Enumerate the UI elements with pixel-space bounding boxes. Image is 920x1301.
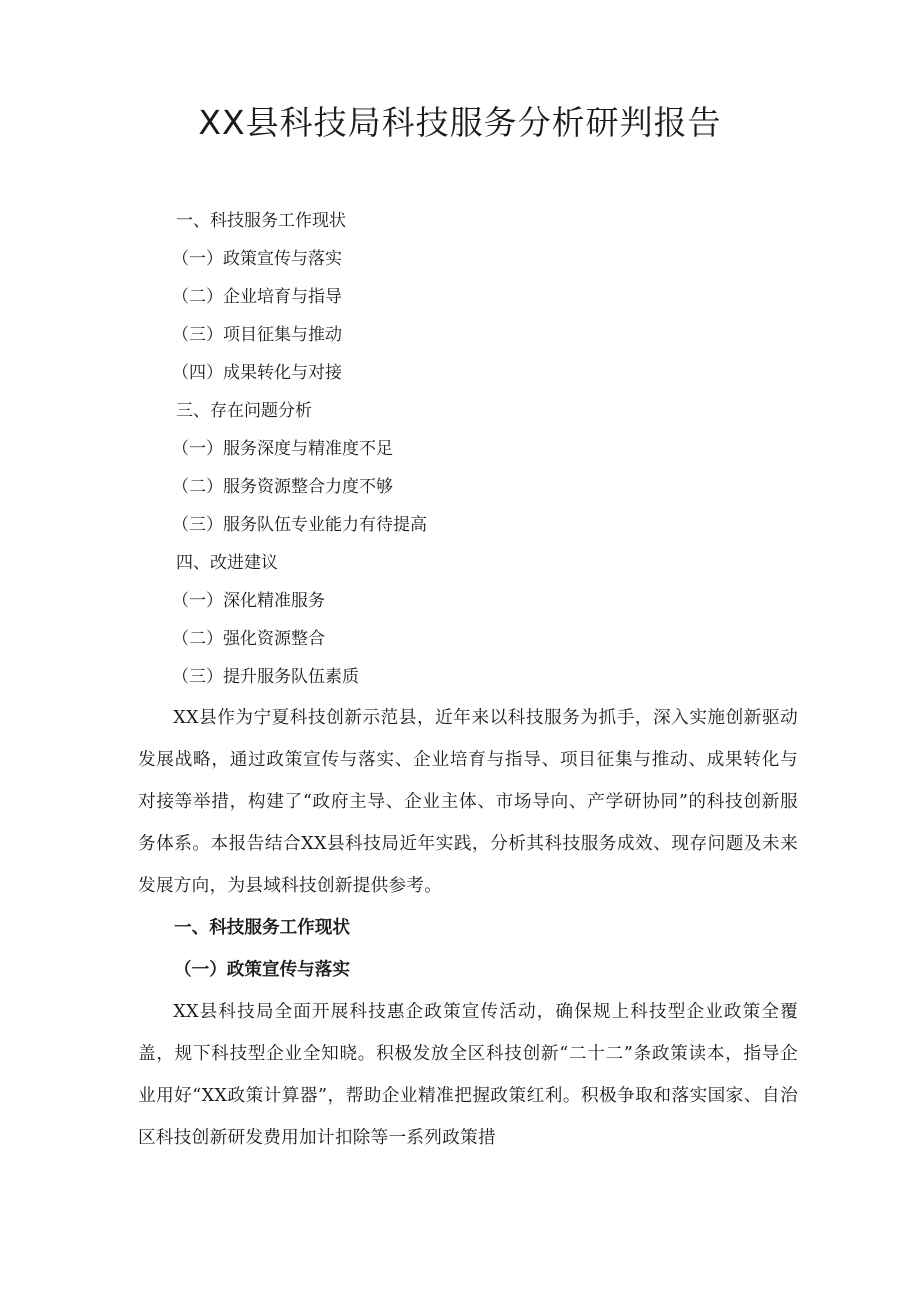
- document-title: XX县科技局科技服务分析研判报告: [198, 103, 722, 142]
- intro-paragraph: XX县作为宁夏科技创新示范县，近年来以科技服务为抓手，深入实施创新驱动发展战略，通过政策宣传与落实、企业培育与指导、项目征集与推动、成果转化与对接等举措，构建了“政府主导、企业主体、市场导向、产学研协同”的科技创新服务体系。本报告结合XX县科技局近年实践，分析其科技服务成效、现存问题及未来发展方向，为县域科技创新提供参考。: [138, 708, 798, 896]
- toc-item: 一、科技服务工作现状: [176, 211, 346, 231]
- document-body: [138, 697, 798, 1159]
- toc-item: （一）深化精准服务: [172, 591, 325, 611]
- toc-item: （三）项目征集与推动: [172, 325, 342, 345]
- toc-item: （一）政策宣传与落实: [172, 249, 342, 269]
- toc-item: （二）强化资源整合: [172, 629, 325, 649]
- toc-item: （二）企业培育与指导: [172, 287, 342, 307]
- toc-item: 四、改进建议: [176, 553, 278, 573]
- section-heading: 一、科技服务工作现状: [174, 918, 350, 938]
- toc-item: （二）服务资源整合力度不够: [172, 477, 393, 497]
- toc-item: 三、存在问题分析: [176, 401, 312, 421]
- toc-item: （三）提升服务队伍素质: [172, 667, 359, 687]
- toc-item: （三）服务队伍专业能力有待提高: [172, 515, 427, 535]
- toc-item: （四）成果转化与对接: [172, 363, 342, 383]
- toc-item: （一）服务深度与精准度不足: [172, 439, 393, 459]
- body-paragraph: XX县科技局全面开展科技惠企政策宣传活动，确保规上科技型企业政策全覆盖，规下科技型企业全知晓。积极发放全区科技创新“二十二”条政策读本，指导企业用好“XX政策计算器”，帮助企业精准把握政策红利。积极争取和落实国家、自治区科技创新研发费用加计扣除等一系列政策措: [138, 1002, 798, 1148]
- subsection-heading: （一）政策宣传与落实: [174, 960, 350, 980]
